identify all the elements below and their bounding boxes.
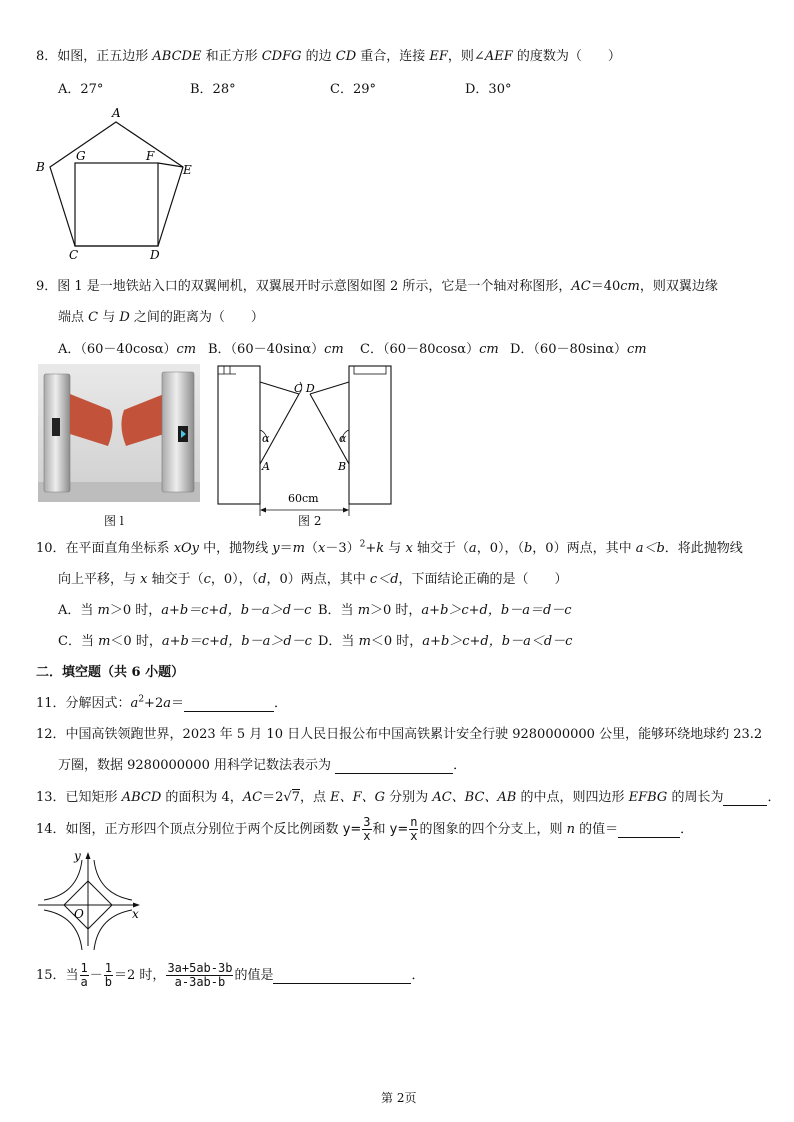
q15-fraction-1-over-a: $\frac{1}{a}$ bbox=[80, 961, 88, 989]
q14-fraction-n-over-x: $\frac{n}{x}$ bbox=[410, 815, 418, 843]
q14-stem: 14．如图，正方形四个顶点分别位于两个反比例函数 y= $\frac{3}{x}$ 和 y= $\frac{n}{x}$ 的图象的四个分支上，则 n 的值＝ ． bbox=[36, 815, 694, 843]
q8-label-a: A bbox=[112, 106, 121, 120]
q9-stem-line1: 9．图 1 是一地铁站入口的双翼闸机，双翼展开时示意图如图 2 所示，它是一个轴对称图形，AC＝40cm，则双翼边缘 bbox=[36, 279, 718, 294]
q10-option-c: C．当 m＜0 时，a+b＝c+d，b－a＞d－c bbox=[58, 634, 312, 649]
q14-label-x: x bbox=[132, 907, 139, 921]
q13-stem: 13．已知矩形 ABCD 的面积为 4，AC＝2√7，点 E、F、G 分别为 AC、BC、AB 的中点，则四边形 EFBG 的周长为 ． bbox=[36, 790, 781, 805]
q14-answer-blank[interactable] bbox=[618, 822, 680, 838]
q8-label-b: B bbox=[36, 160, 45, 174]
q9-turnstile-photo bbox=[38, 364, 200, 502]
q8-label-c: C bbox=[69, 248, 79, 262]
q8-pentagon-square-figure bbox=[30, 104, 210, 264]
q10-option-d: D．当 m＜0 时，a+b＞c+d，b－a＜d－c bbox=[318, 634, 573, 649]
q9-option-c: C．（60－80cosα）cm bbox=[360, 342, 499, 357]
q9-fig2-label-alpha-left: α bbox=[262, 432, 270, 445]
q9-option-d: D．（60－80sinα）cm bbox=[510, 342, 647, 357]
q8-label-g: G bbox=[76, 149, 86, 163]
q14-label-y: y bbox=[74, 849, 81, 863]
q14-fraction-3-over-x: $\frac{3}{x}$ bbox=[363, 815, 371, 843]
q8-label-e: E bbox=[183, 163, 192, 177]
q14-hyperbola-square-figure bbox=[36, 850, 146, 950]
q12-stem-line2: 万圈，数据 9280000000 用科学记数法表示为 ． bbox=[58, 758, 467, 773]
q9-fig2-label-b: B bbox=[338, 460, 347, 473]
section-fill-in-title: 二．填空题（共 6 小题） bbox=[36, 665, 185, 680]
q14-label-o: O bbox=[74, 907, 84, 921]
q9-stem-line2: 端点 C 与 D 之间的距离为（ ） bbox=[58, 310, 264, 325]
q10-stem-line2: 向上平移，与 x 轴交于（c，0），（d，0）两点，其中 c＜d，下面结论正确的是（ ） bbox=[58, 572, 568, 587]
q13-answer-blank[interactable] bbox=[723, 790, 767, 806]
q9-fig2-caption: 图 2 bbox=[298, 514, 322, 528]
q15-stem: 15．当 $\frac{1}{a}$ － $\frac{1}{b}$ ＝2 时， $\frac{3a+5ab-3b}{a-3ab-b}$ 的值是 ． bbox=[36, 961, 425, 989]
q10-option-b: B．当 m＞0 时，a+b＞c+d，b－a＝d－c bbox=[318, 603, 572, 618]
q9-gate-schematic bbox=[216, 360, 396, 520]
q9-fig1-caption: 图 l bbox=[104, 514, 124, 528]
q12-answer-blank[interactable] bbox=[335, 758, 453, 774]
q9-fig2-label-alpha-right: α bbox=[339, 432, 347, 445]
q8-label-d: D bbox=[150, 248, 160, 262]
q15-answer-blank[interactable] bbox=[273, 968, 411, 984]
q8-option-b: B．28° bbox=[190, 82, 236, 97]
q8-label-f: F bbox=[146, 149, 155, 163]
q8-option-a: A．27° bbox=[58, 82, 104, 97]
page-number: 第 2页 bbox=[381, 1091, 417, 1105]
q9-option-b: B．（60－40sinα）cm bbox=[208, 342, 344, 357]
q9-fig2-label-cd: C D bbox=[294, 382, 315, 395]
q8-option-d: D．30° bbox=[465, 82, 512, 97]
q9-fig2-width: 60cm bbox=[288, 492, 319, 505]
q9-option-a: A．（60－40cosα）cm bbox=[58, 342, 197, 357]
q11-answer-blank[interactable] bbox=[184, 696, 274, 712]
q11-stem: 11．分解因式：$a^2+2a=$ ． bbox=[36, 694, 288, 711]
q8-stem: 8．如图，正五边形 ABCDE 和正方形 CDFG 的边 CD 重合，连接 EF，则∠AEF 的度数为（ ） bbox=[36, 49, 621, 64]
q12-stem-line1: 12．中国高铁领跑世界，2023 年 5 月 10 日人民日报公布中国高铁累计安全行驶 9280000000 公里，能够环绕地球约 23.2 bbox=[36, 727, 763, 742]
q10-stem-line1: 10．在平面直角坐标系 xOy 中，抛物线 $y=m(x-3)^2+k$ 与 x 轴交于（a，0），（b，0）两点，其中 a＜b．将此抛物线 bbox=[36, 539, 743, 556]
q10-option-a: A．当 m＞0 时，a+b＝c+d，b－a＞d－c bbox=[58, 603, 312, 618]
q15-fraction-1-over-b: $\frac{1}{b}$ bbox=[104, 961, 113, 989]
q8-option-c: C．29° bbox=[330, 82, 376, 97]
q15-fraction-expression: $\frac{3a+5ab-3b}{a-3ab-b}$ bbox=[167, 961, 233, 989]
q9-fig2-label-a: A bbox=[262, 460, 270, 473]
